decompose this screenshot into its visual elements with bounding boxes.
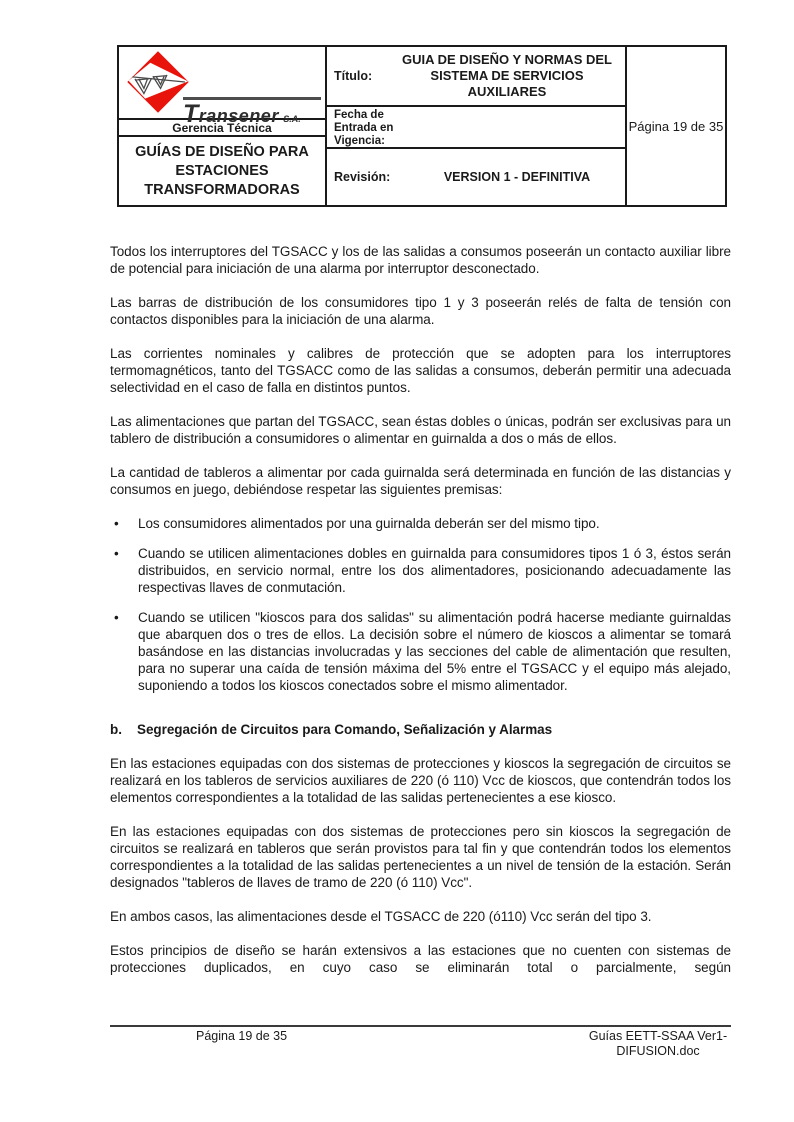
- bullet-text: Los consumidores alimentados por una guirnalda deberán ser del mismo tipo.: [138, 516, 600, 531]
- bullet-text: Cuando se utilicen alimentaciones dobles en guirnalda para consumidores tipos 1 ó 3, éstos serán distribuidos, en servicio normal, entre los dos alimentadores, posicionando adecuadamente las respectivas llaves de conmutación.: [138, 546, 731, 595]
- revision-value: VERSION 1 - DEFINITIVA: [443, 170, 591, 184]
- paragraph: En las estaciones equipadas con dos sistemas de protecciones y kioscos la segregación de circuitos se realizará en los tableros de servicios auxiliares de 220 (ó 110) Vcc de kioscos, que contendrán todos los elementos correspondientes a la totalidad de las salidas pertenecientes a ese kiosco.: [110, 756, 731, 805]
- paragraph: En las estaciones equipadas con dos sistemas de protecciones pero sin kioscos la segregación de circuitos se realizará en tableros que serán provistos para tal fin y que contendrán todos los elementos correspondientes a la totalidad de las salidas pertenecientes a un nivel de tensión de la estación. Serán designados "tableros de llaves de tramo de 220 (ó 110) Vcc".: [110, 824, 731, 890]
- title-row: [327, 47, 625, 105]
- document-body: [110, 243, 731, 993]
- brand-name: Transener: [183, 100, 279, 128]
- paragraph: En ambos casos, las alimentaciones desde el TGSACC de 220 (ó110) Vcc serán del tipo 3.: [110, 909, 652, 924]
- brand-wordmark: [183, 97, 321, 129]
- document-header-table: [117, 45, 727, 207]
- header-left-column: [119, 47, 327, 205]
- transener-diamond-logo-icon: [126, 50, 190, 114]
- section-heading-b: [110, 721, 731, 738]
- paragraph: Las corrientes nominales y calibres de protección que se adopten para los interruptores termomagnéticos, tanto del TGSACC como de las salidas a consumos, deberán permitir una adecuada selectividad en el caso de falla en distintos puntos.: [110, 346, 731, 395]
- paragraph: Las alimentaciones que partan del TGSACC, sean éstas dobles o únicas, podrán ser exclusivas para un tablero de distribución a consumidores o alimentar en guirnalda a dos o más de ellos.: [110, 414, 731, 446]
- header-middle-column: [327, 47, 627, 205]
- bullet-list-item: [110, 515, 731, 532]
- bullet-dot-icon: •: [114, 610, 119, 625]
- department-label: Gerencia Técnica: [119, 118, 325, 135]
- bullet-dot-icon: •: [114, 546, 119, 561]
- revision-label: Revisión:: [334, 170, 391, 184]
- header-right-column: [627, 47, 725, 205]
- paragraph: Estos principios de diseño se harán extensivos a las estaciones que no cuenten con sistemas de protecciones duplicados, en cuyo caso se eliminarán total o parcialmente, según: [110, 943, 731, 975]
- bullet-text: Cuando se utilicen "kioscos para dos salidas" su alimentación podrá hacerse mediante guirnaldas que abarquen dos o tres de ellos. La decisión sobre el número de kioscos a alimentar se tomará basándose en las distancias involucradas y las secciones del cable de alimentación que resulten, para no superar una caída de tensión máxima del 5% entre el TGSACC y el equipo más alejado, suponiendo a todos los kioscos conectados sobre el mismo alimentador.: [138, 610, 731, 693]
- revision-row: [327, 147, 625, 205]
- footer-filename-line2: DIFUSION.doc: [616, 1044, 700, 1058]
- effective-date-row: [327, 105, 625, 147]
- footer-filename-line1: Guías EETT-SSAA Ver1-: [588, 1029, 728, 1043]
- bullet-dot-icon: •: [114, 516, 119, 531]
- title-label: Título:: [334, 69, 373, 83]
- document-title: GUIA DE DISEÑO Y NORMAS DEL SISTEMA DE SERVICIOS AUXILIARES: [402, 52, 612, 99]
- footer-page-number: Página 19 de 35: [196, 1029, 288, 1043]
- document-series-title: GUÍAS DE DISEÑO PARA ESTACIONES TRANSFORMADORAS: [119, 135, 325, 205]
- document-footer: [110, 1025, 731, 1059]
- header-page-number: Página 19 de 35: [628, 118, 724, 134]
- bullet-list-item: [110, 545, 731, 596]
- section-title: Segregación de Circuitos para Comando, Señalización y Alarmas: [137, 722, 553, 737]
- bullet-list-item: [110, 609, 731, 694]
- section-number: b.: [110, 722, 122, 737]
- paragraph: Todos los interruptores del TGSACC y los de las salidas a consumos poseerán un contacto auxiliar libre de potencial para iniciación de una alarma por interruptor desconectado.: [110, 244, 731, 276]
- effective-date-label: Fecha de Entrada en Vigencia:: [334, 109, 394, 147]
- footer-filename: [585, 1029, 731, 1059]
- paragraph: Las barras de distribución de los consumidores tipo 1 y 3 poseerán relés de falta de tensión con contactos disponibles para la iniciación de una alarma.: [110, 295, 731, 327]
- brand-suffix: S.A.: [283, 114, 301, 124]
- paragraph: La cantidad de tableros a alimentar por cada guirnalda será determinada en función de las distancias y consumos en juego, debiéndose respetar las siguientes premisas:: [110, 465, 731, 497]
